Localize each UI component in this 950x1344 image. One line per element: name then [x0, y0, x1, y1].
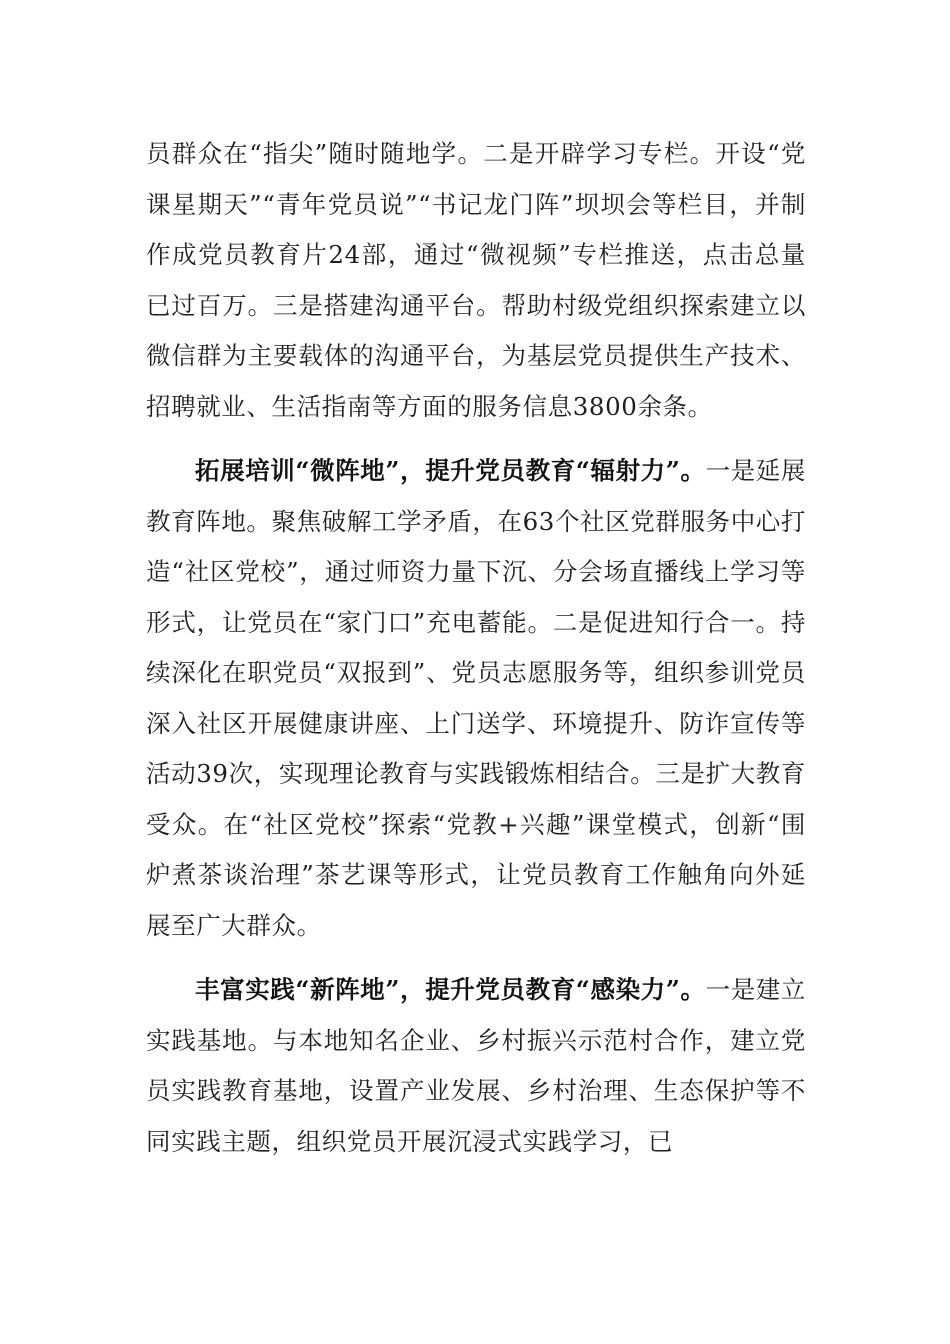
paragraph-3-lead: 丰富实践“新阵地”，提升党员教育“感染力”。 [195, 975, 706, 1004]
paragraph-3 [146, 965, 806, 1167]
paragraph-2-lead: 拓展培训“微阵地”，提升党员教育“辐射力”。 [195, 456, 706, 485]
document-body [146, 129, 806, 1167]
paragraph-3-text: 一是建立实践基地。与本地知名企业、乡村振兴示范村合作，建立党员实践教育基地，设置产业发展、乡村治理、生态保护等不同实践主题，组织党员开展沉浸式实践学习，已 [146, 975, 806, 1156]
paragraph-1-text: 员群众在“指尖”随时随地学。二是开辟学习专栏。开设“党课星期天”“青年党员说”“书记龙门阵”坝坝会等栏目，并制作成党员教育片24部，通过“微视频”专栏推送，点击总量已过百万。三是搭建沟通平台。帮助村级党组织探索建立以微信群为主要载体的沟通平台，为基层党员提供生产技术、招聘就业、生活指南等方面的服务信息3800余条。 [146, 139, 806, 421]
paragraph-1 [146, 129, 806, 432]
paragraph-2 [146, 446, 806, 951]
paragraph-2-text: 一是延展教育阵地。聚焦破解工学矛盾，在63个社区党群服务中心打造“社区党校”，通过师资力量下沉、分会场直播线上学习等形式，让党员在“家门口”充电蓄能。二是促进知行合一。持续深化在职党员“双报到”、党员志愿服务等，组织参训党员深入社区开展健康讲座、上门送学、环境提升、防诈宣传等活动39次，实现理论教育与实践锻炼相结合。三是扩大教育受众。在“社区党校”探索“党教+兴趣”课堂模式，创新“围炉煮茶谈治理”茶艺课等形式，让党员教育工作触角向外延展至广大群众。 [146, 456, 806, 940]
